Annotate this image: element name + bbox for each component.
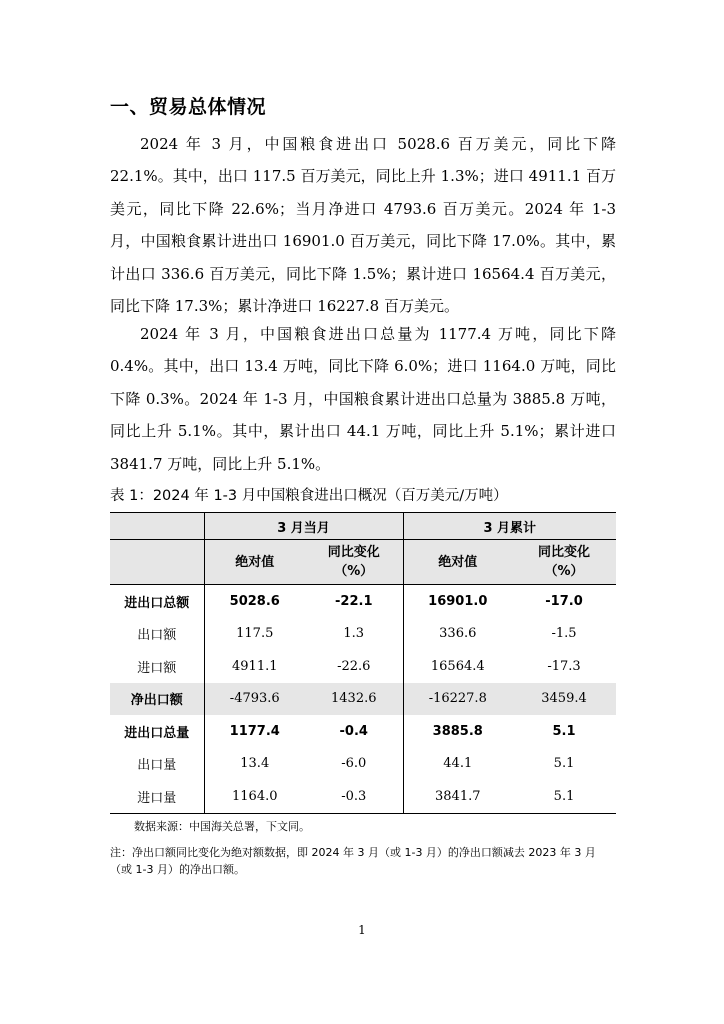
row-label: 进出口总额 <box>124 595 190 611</box>
cell-month-absolute: 1164.0 <box>204 780 305 813</box>
cell-month-yoy: -0.3 <box>305 780 403 813</box>
cell-month-absolute: 1177.4 <box>204 715 305 748</box>
sub-header-yoy-line1: 同比变化 <box>327 545 380 560</box>
row-label: 出口额 <box>137 628 177 644</box>
row-label: 进出口总量 <box>124 725 190 741</box>
sub-header-cumulative-yoy <box>512 540 616 585</box>
sub-header-cumulative-absolute: 绝对值 <box>403 540 512 585</box>
cell-cumulative-absolute: 3885.8 <box>403 715 512 748</box>
cell-month-absolute: 5028.6 <box>204 585 305 618</box>
row-label: 净出口额 <box>110 683 204 716</box>
cell-month-yoy: -22.1 <box>335 593 373 609</box>
group-header-cumulative: 3 月累计 <box>403 513 616 540</box>
sub-header-yoy-line2: （%） <box>544 564 584 579</box>
cell-month-absolute: 13.4 <box>204 748 305 781</box>
group-header-month: 3 月当月 <box>204 513 403 540</box>
cell-cumulative-absolute: 16901.0 <box>403 585 512 618</box>
cell-month-absolute: -4793.6 <box>204 683 305 716</box>
cell-cumulative-absolute: 16564.4 <box>403 650 512 683</box>
paragraph-trade-value: 2024 年 3 月，中国粮食进出口 5028.6 百万美元，同比下降 22.1%。其中，出口 117.5 百万美元，同比上升 1.3%；进口 4911.1 百万美元，同比下降 22.6%；当月净进口 4793.6 百万美元。2024 年 1-3 月，中国粮食累计进出口 16901.0 百万美元，同比下降 17.0%。其中，累计出口 336.6 百万美元，同比下降 1.5%；累计进口 16564.4 百万美元，同比下降 17.3%；累计净进口 16227.8 百万美元。 <box>110 135 616 316</box>
cell-month-yoy: -6.0 <box>341 756 367 772</box>
table-row <box>110 650 616 683</box>
paragraph-trade-volume: 2024 年 3 月，中国粮食进出口总量为 1177.4 万吨，同比下降 0.4%。其中，出口 13.4 万吨，同比下降 6.0%；进口 1164.0 万吨，同比下降 0.3%。2024 年 1-3 月，中国粮食累计进出口总量为 3885.8 万吨，同比上升 5.1%。其中，累计出口 44.1 万吨，同比上升 5.1%；累计进口 3841.7 万吨，同比上升 5.1%。 <box>110 325 616 473</box>
table-row <box>110 683 616 716</box>
sub-header-yoy-line2: （%） <box>334 564 374 579</box>
row-label: 进口额 <box>137 660 177 676</box>
cell-cumulative-yoy: 5.1 <box>553 756 575 772</box>
page-number: 1 <box>358 923 366 937</box>
sub-header-yoy-line1: 同比变化 <box>538 545 591 560</box>
table-corner-cell <box>110 540 204 585</box>
row-label: 出口量 <box>137 758 177 774</box>
sub-header-month-absolute: 绝对值 <box>204 540 305 585</box>
cell-month-yoy: -22.6 <box>337 658 371 674</box>
cell-month-yoy: 1.3 <box>343 626 365 642</box>
table-sub-header-row <box>110 540 616 585</box>
cell-month-yoy: -0.4 <box>339 723 368 739</box>
cell-month-absolute: 4911.1 <box>204 650 305 683</box>
cell-month-yoy: 1432.6 <box>305 683 403 716</box>
grain-trade-table <box>110 512 616 814</box>
section-title: 一、贸易总体情况 <box>110 96 267 118</box>
table-row <box>110 748 616 781</box>
table-group-header-row <box>110 513 616 540</box>
table-caption: 表 1：2024 年 1-3 月中国粮食进出口概况（百万美元/万吨） <box>110 488 508 504</box>
cell-cumulative-yoy: 5.1 <box>512 780 616 813</box>
cell-cumulative-absolute: 336.6 <box>403 618 512 651</box>
cell-cumulative-absolute: 44.1 <box>403 748 512 781</box>
table-row <box>110 780 616 813</box>
table-row <box>110 618 616 651</box>
table-row <box>110 585 616 618</box>
cell-month-absolute: 117.5 <box>204 618 305 651</box>
table-row <box>110 715 616 748</box>
cell-cumulative-absolute: -16227.8 <box>403 683 512 716</box>
table-source-note: 数据来源：中国海关总署，下文同。 <box>134 820 310 833</box>
cell-cumulative-absolute: 3841.7 <box>403 780 512 813</box>
table-corner-cell <box>110 513 204 540</box>
cell-cumulative-yoy: -1.5 <box>551 626 577 642</box>
cell-cumulative-yoy: -17.3 <box>547 658 581 674</box>
cell-cumulative-yoy: 3459.4 <box>512 683 616 716</box>
sub-header-month-yoy <box>305 540 403 585</box>
row-label: 进口量 <box>110 780 204 813</box>
cell-cumulative-yoy: -17.0 <box>545 593 583 609</box>
cell-cumulative-yoy: 5.1 <box>552 723 576 739</box>
table-footnote: 注：净出口额同比变化为绝对额数据，即 2024 年 3 月（或 1-3 月）的净出口额减去 2023 年 3 月（或 1-3 月）的净出口额。 <box>110 846 596 876</box>
